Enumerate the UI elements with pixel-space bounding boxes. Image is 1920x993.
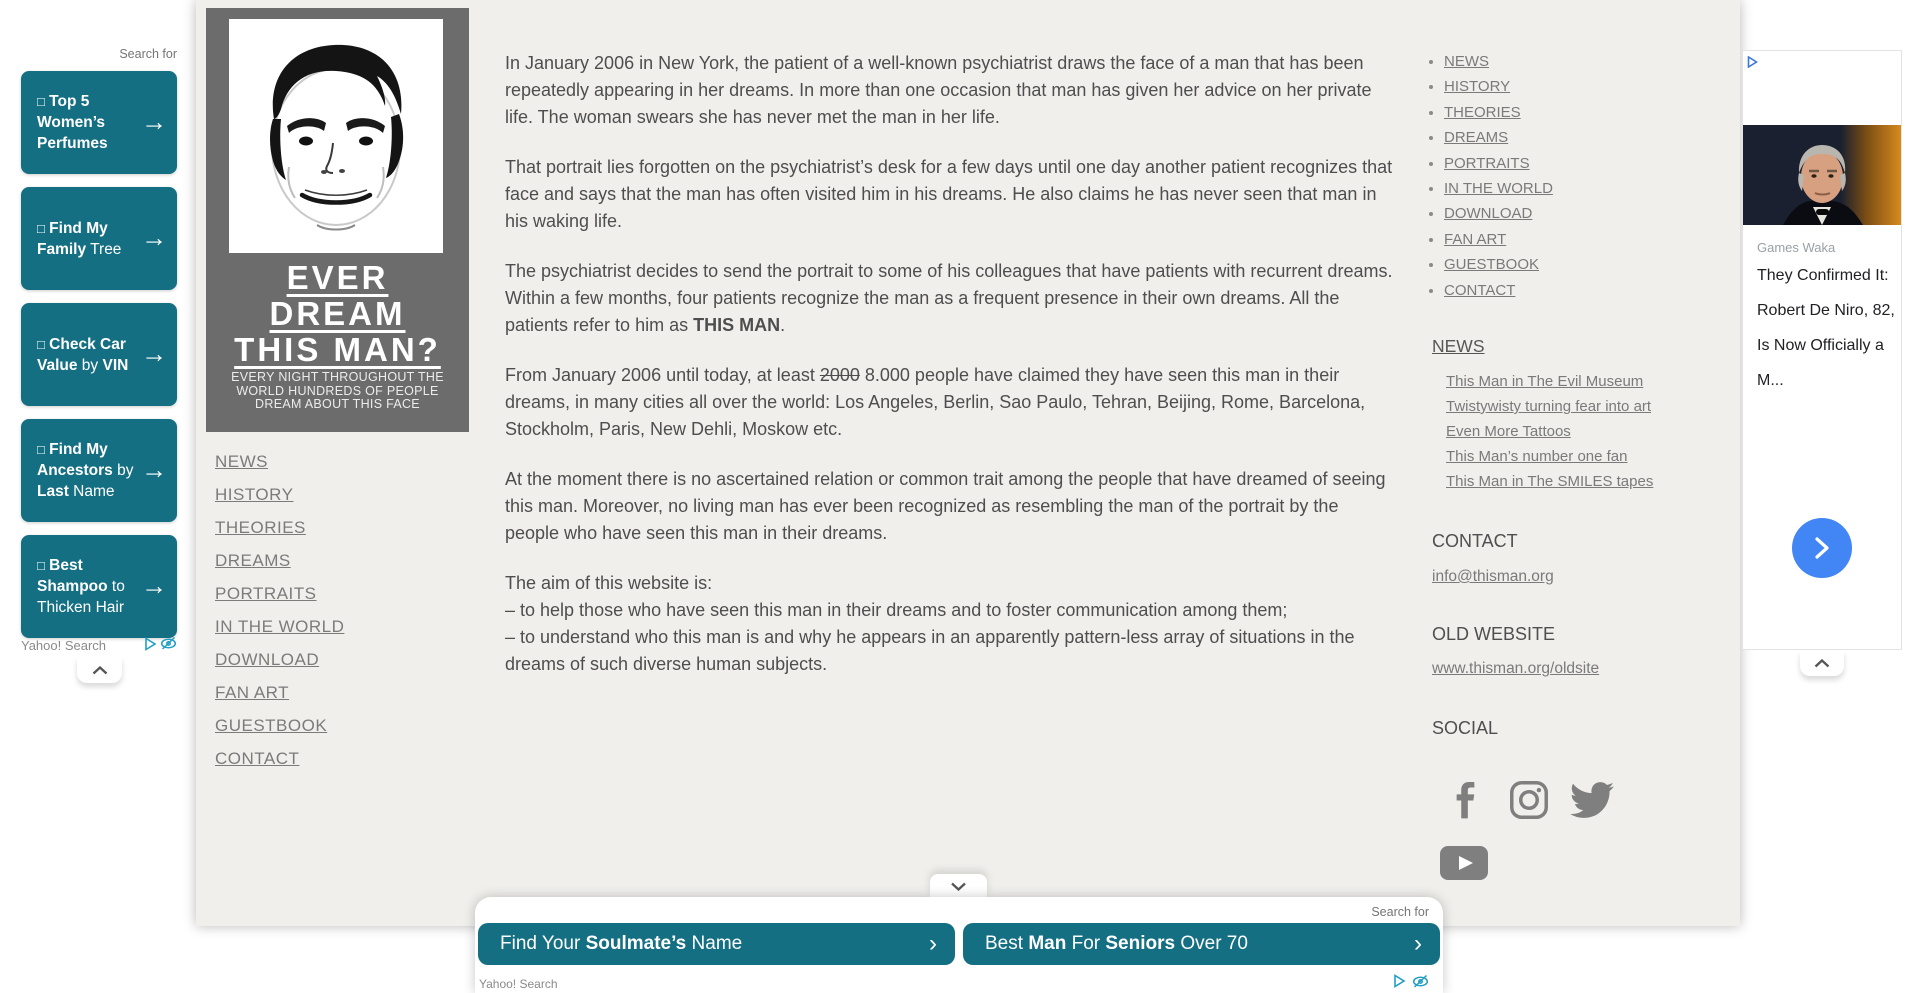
face-sketch-icon — [229, 19, 443, 253]
paragraph: The psychiatrist decides to send the portrait to some of his colleagues that have patients with recurrent dreams. Within a few months, four patients recognize the man as a frequent presence in their own dreams. All the patients refer to him as THIS MAN. — [505, 261, 1393, 335]
arrow-right-icon: → — [141, 222, 167, 253]
paragraph: At the moment there is no ascertained relation or common trait among the people that have dreamed of seeing this man. Moreover, no living man has ever been recognized as resembling the man of the portrait by the people who have seen this man in their dreams. — [505, 469, 1386, 543]
hide-ad-eye-icon[interactable] — [1412, 974, 1429, 989]
paragraph: That portrait lies forgotten on the psychiatrist’s desk for a few days until one day another patient recognizes that face and says that the man has often visited him in his dreams. He also claims he has never seen that man in his waking life. — [505, 157, 1393, 231]
ad-find-your-soulmates-name[interactable]: Find Your Soulmate’s Name › — [478, 923, 955, 965]
this-man-face-image — [229, 19, 443, 253]
old-count-strikethrough: 2000 — [819, 365, 860, 385]
nav-link-contact[interactable]: CONTACT — [215, 749, 300, 768]
old-website-heading: OLD WEBSITE — [1432, 624, 1556, 644]
yahoo-search-attribution: Yahoo! Search — [479, 977, 558, 991]
ad-top5-womens-perfumes[interactable]: □ Top 5 Women’s Perfumes → — [21, 71, 177, 174]
news-link[interactable]: Twistywisty turning fear into art — [1446, 398, 1652, 415]
nav-link-guestbook[interactable]: GUESTBOOK — [1444, 256, 1540, 274]
right-nav-item — [1444, 181, 1553, 196]
nav-link-download[interactable]: DOWNLOAD — [215, 650, 320, 669]
social-heading: SOCIAL — [1432, 718, 1499, 738]
ad-headline[interactable]: They Confirmed It: Robert De Niro, 82, Is Now Officially a M... — [1757, 267, 1895, 389]
nav-link-news[interactable]: NEWS — [215, 452, 268, 471]
paragraph: In January 2006 in New York, the patient of a well-known psychiatrist draws the face of a man that has been repeatedly appearing in her dreams. In more than one occasion that man has given her advice on her private life. The woman swears she has never met the man in her life. — [505, 53, 1372, 127]
nav-link-dreams[interactable]: DREAMS — [215, 551, 291, 570]
ad-next-button[interactable] — [1792, 518, 1852, 578]
nav-link-portraits[interactable]: PORTRAITS — [215, 584, 317, 603]
ad-check-car-value[interactable]: □ Check Car Value by VIN → — [21, 303, 177, 406]
arrow-right-icon: → — [141, 454, 167, 485]
news-links — [1446, 374, 1653, 499]
nav-link-history[interactable]: HISTORY — [215, 485, 294, 504]
facebook-icon[interactable] — [1444, 778, 1488, 822]
right-nav — [1444, 54, 1553, 308]
nav-link-fan-art[interactable]: FAN ART — [215, 683, 290, 702]
collapse-left-ads-button[interactable] — [77, 657, 122, 683]
right-nav-item — [1444, 130, 1553, 145]
right-nav-item — [1444, 206, 1553, 221]
arrow-right-icon: → — [141, 338, 167, 369]
nav-link-in-the-world[interactable]: IN THE WORLD — [215, 617, 345, 636]
social-icons-row — [1444, 778, 1614, 822]
yahoo-search-attribution: Yahoo! Search — [21, 638, 107, 653]
news-link[interactable]: This Man’s number one fan — [1446, 448, 1628, 465]
arrow-right-icon: → — [141, 106, 167, 137]
search-for-label: Search for — [119, 47, 177, 61]
ad-best-shampoo[interactable]: □ Best Shampoo to Thicken Hair → — [21, 535, 177, 638]
nav-link-contact[interactable]: CONTACT — [1444, 281, 1516, 299]
instagram-icon[interactable] — [1507, 778, 1551, 822]
bottom-ad-bar — [475, 897, 1443, 993]
nav-link-fan-art[interactable]: FAN ART — [1444, 230, 1507, 248]
chevron-up-icon — [1814, 659, 1830, 668]
old-website-link[interactable]: www.thisman.org/oldsite — [1432, 660, 1600, 677]
nav-link-download[interactable]: DOWNLOAD — [1444, 205, 1533, 223]
search-for-label: Search for — [1371, 905, 1429, 919]
nav-link-in-the-world[interactable]: IN THE WORLD — [1444, 179, 1553, 197]
right-nav-item — [1444, 156, 1553, 171]
chevron-right-icon: › — [929, 930, 937, 957]
nav-link-history[interactable]: HISTORY — [1444, 78, 1511, 96]
right-nav-item — [1444, 283, 1553, 298]
right-nav-item — [1444, 79, 1553, 94]
collapse-right-ad-button[interactable] — [1800, 651, 1844, 676]
adchoices-icon[interactable] — [1392, 974, 1407, 988]
collapse-bottom-ads-button[interactable] — [930, 874, 987, 898]
site-tagline: EVERY NIGHT THROUGHOUT THE WORLD HUNDREDS OF PEOPLE DREAM ABOUT THIS FACE — [231, 370, 444, 411]
missing-glyph-icon: □ — [37, 94, 45, 109]
right-nav-item — [1444, 54, 1553, 69]
right-nav-item — [1444, 232, 1553, 247]
site-title: EVER DREAM THIS MAN? — [234, 259, 441, 368]
nav-link-theories[interactable]: THEORIES — [1444, 103, 1521, 121]
this-man-bold: THIS MAN — [693, 315, 781, 335]
missing-glyph-icon: □ — [37, 220, 45, 236]
contact-email-link[interactable]: info@thisman.org — [1432, 568, 1554, 585]
adchoices-icon[interactable] — [143, 637, 158, 651]
paragraph: The aim of this website is: – to help those who have seen this man in their dreams and to foster communication among them; – to understand who this man is and why he appears in an apparently pattern-less array of situations in the dreams of such diverse human subjects. — [505, 573, 1355, 674]
missing-glyph-icon: □ — [37, 442, 45, 457]
ad-brand-name: Games Waka — [1757, 240, 1836, 255]
nav-link-news[interactable]: NEWS — [1444, 53, 1489, 70]
news-section-heading[interactable]: NEWS — [1432, 336, 1485, 356]
nav-link-guestbook[interactable]: GUESTBOOK — [215, 716, 328, 735]
nav-link-dreams[interactable]: DREAMS — [1444, 129, 1509, 147]
nav-link-theories[interactable]: THEORIES — [215, 518, 306, 537]
youtube-icon[interactable] — [1440, 846, 1488, 880]
chevron-right-icon: › — [1414, 930, 1422, 957]
nav-link-portraits[interactable]: PORTRAITS — [1444, 154, 1530, 172]
paragraph: From January 2006 until today, at least 2000 8.000 people have claimed they have seen this man in their dreams, in many cities all over the world: Los Angeles, Berlin, Sao Paulo, Tehran, Beijing, Rome, Barcelona, Stockholm, Paris, New Dehli, Moskow etc. — [505, 365, 1366, 439]
adchoices-icon[interactable] — [1746, 55, 1759, 73]
hide-ad-eye-icon[interactable] — [160, 636, 177, 651]
left-nav — [215, 452, 465, 782]
missing-glyph-icon: □ — [37, 558, 45, 573]
ad-find-my-family-tree[interactable]: □ Find My Family Tree → — [21, 187, 177, 290]
news-link[interactable]: This Man in The Evil Museum — [1446, 373, 1644, 390]
chevron-right-icon — [1814, 536, 1830, 560]
chevron-down-icon — [950, 882, 967, 891]
right-nav-item — [1444, 105, 1553, 120]
arrow-right-icon: → — [141, 570, 167, 601]
ad-photo-robert-de-niro[interactable] — [1743, 125, 1901, 225]
twitter-icon[interactable] — [1570, 778, 1614, 822]
right-nav-item — [1444, 257, 1553, 272]
news-link[interactable]: Even More Tattoos — [1446, 423, 1571, 440]
news-link[interactable]: This Man in The SMILES tapes — [1446, 473, 1654, 490]
contact-heading: CONTACT — [1432, 531, 1518, 551]
article-body — [505, 50, 1395, 701]
ad-best-man-for-seniors[interactable]: Best Man For Seniors Over 70 › — [963, 923, 1440, 965]
ad-find-my-ancestors[interactable]: □ Find My Ancestors by Last Name → — [21, 419, 177, 522]
chevron-up-icon — [92, 666, 108, 675]
missing-glyph-icon: □ — [37, 336, 45, 352]
